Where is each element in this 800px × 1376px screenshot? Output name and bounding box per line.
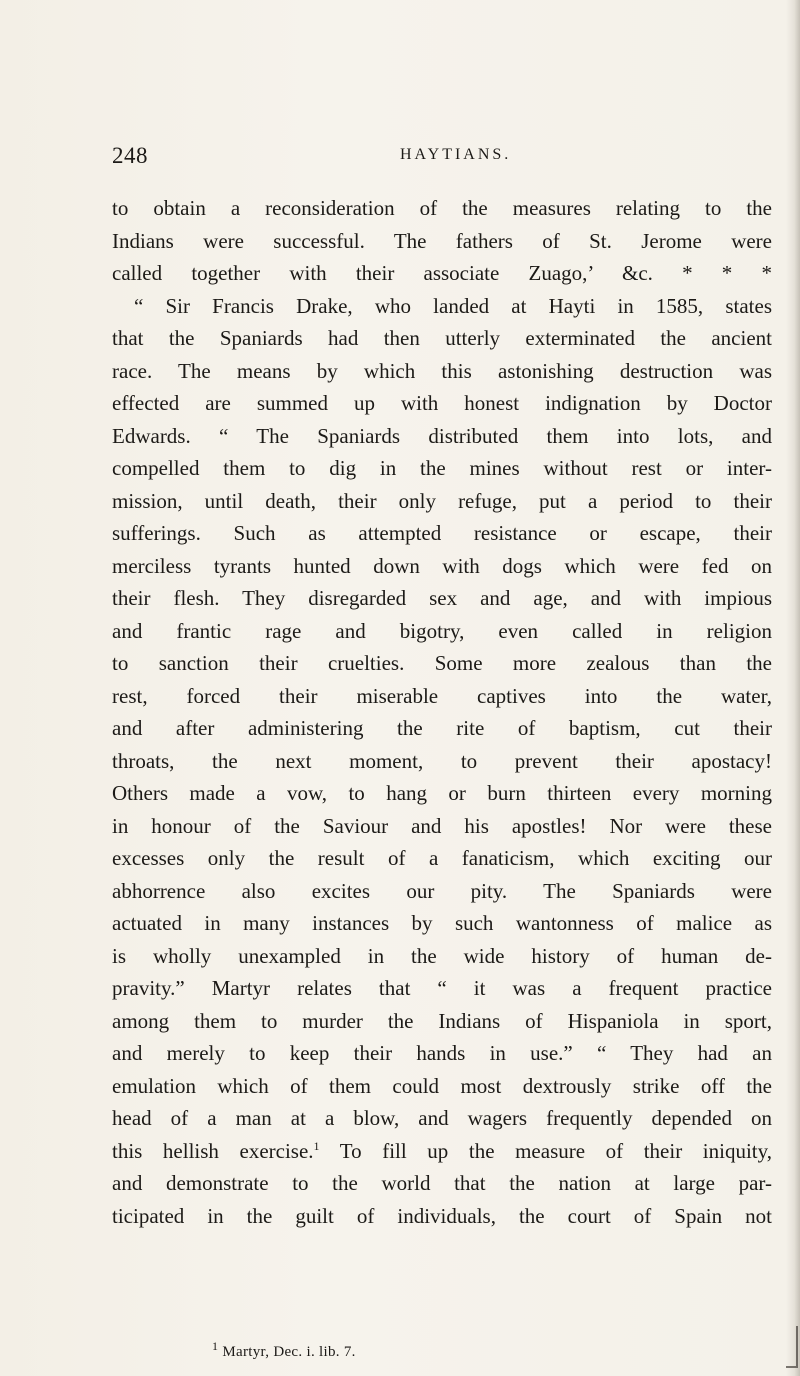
text-fragment: To fill up the measure of their iniquity, <box>319 1138 772 1163</box>
text-line: compelled them to dig in the mines without rest or inter- <box>112 456 772 480</box>
text-line: and merely to keep their hands in use.” “ They had an <box>112 1041 772 1065</box>
text-line: rest, forced their miserable captives into the water, <box>112 683 772 708</box>
text-line: called together with their associate Zuago,’ &c. * * * <box>112 261 772 285</box>
text-line: Indians were successful. The fathers of St. Jerome were <box>112 228 772 253</box>
running-title: HAYTIANS. <box>400 146 512 163</box>
text-line: throats, the next moment, to prevent their apostacy! <box>112 748 772 773</box>
text-line: and demonstrate to the world that the nation at large par- <box>112 1171 772 1195</box>
text-line: “ Sir Francis Drake, who landed at Hayti in 1585, states <box>134 293 772 318</box>
text-line: merciless tyrants hunted down with dogs which were fed on <box>112 553 772 578</box>
page-edge-shadow <box>786 0 800 1376</box>
text-line: that the Spaniards had then utterly exterminated the ancient <box>112 326 772 350</box>
text-line: ticipated in the guilt of individuals, the court of Spain not <box>112 1203 772 1228</box>
text-line: excesses only the result of a fanaticism, which exciting our <box>112 846 772 870</box>
text-line: to sanction their cruelties. Some more zealous than the <box>112 651 772 675</box>
page-number: 248 <box>112 143 148 168</box>
text-line: sufferings. Such as attempted resistance or escape, their <box>112 521 772 545</box>
body-text <box>112 192 772 1232</box>
text-line: effected are summed up with honest indignation by Doctor <box>112 391 772 415</box>
text-line: emulation which of them could most dextrously strike off the <box>112 1073 772 1098</box>
footnote-reference: 1 <box>313 1138 320 1153</box>
footnote-text: Martyr, Dec. i. lib. 7. <box>222 1344 356 1360</box>
text-line: in honour of the Saviour and his apostles! Nor were these <box>112 813 772 838</box>
text-line: race. The means by which this astonishing destruction was <box>112 358 772 383</box>
text-line: abhorrence also excites our pity. The Spaniards were <box>112 878 772 903</box>
text-line: is wholly unexampled in the wide history of human de- <box>112 943 772 968</box>
running-head <box>112 143 772 173</box>
text-line-with-footnote-ref <box>112 1135 772 1168</box>
footnote-marker: 1 <box>212 1339 219 1353</box>
text-line: Others made a vow, to hang or burn thirteen every morning <box>112 781 772 805</box>
text-line: and frantic rage and bigotry, even called in religion <box>112 618 772 643</box>
text-fragment: this hellish exercise. <box>112 1138 314 1163</box>
text-line: to obtain a reconsideration of the measures relating to the <box>112 196 772 220</box>
text-line: and after administering the rite of baptism, cut their <box>112 716 772 740</box>
text-line: actuated in many instances by such wantonness of malice as <box>112 911 772 935</box>
text-line: head of a man at a blow, and wagers frequently depended on <box>112 1106 772 1130</box>
text-line: mission, until death, their only refuge, put a period to their <box>112 488 772 513</box>
text-line: their flesh. They disregarded sex and age, and with impious <box>112 586 772 610</box>
footnote <box>212 1339 356 1361</box>
text-line: among them to murder the Indians of Hispaniola in sport, <box>112 1008 772 1033</box>
page-corner-mark <box>786 1326 798 1368</box>
text-line: pravity.” Martyr relates that “ it was a frequent practice <box>112 976 772 1000</box>
text-line: Edwards. “ The Spaniards distributed them into lots, and <box>112 423 772 448</box>
